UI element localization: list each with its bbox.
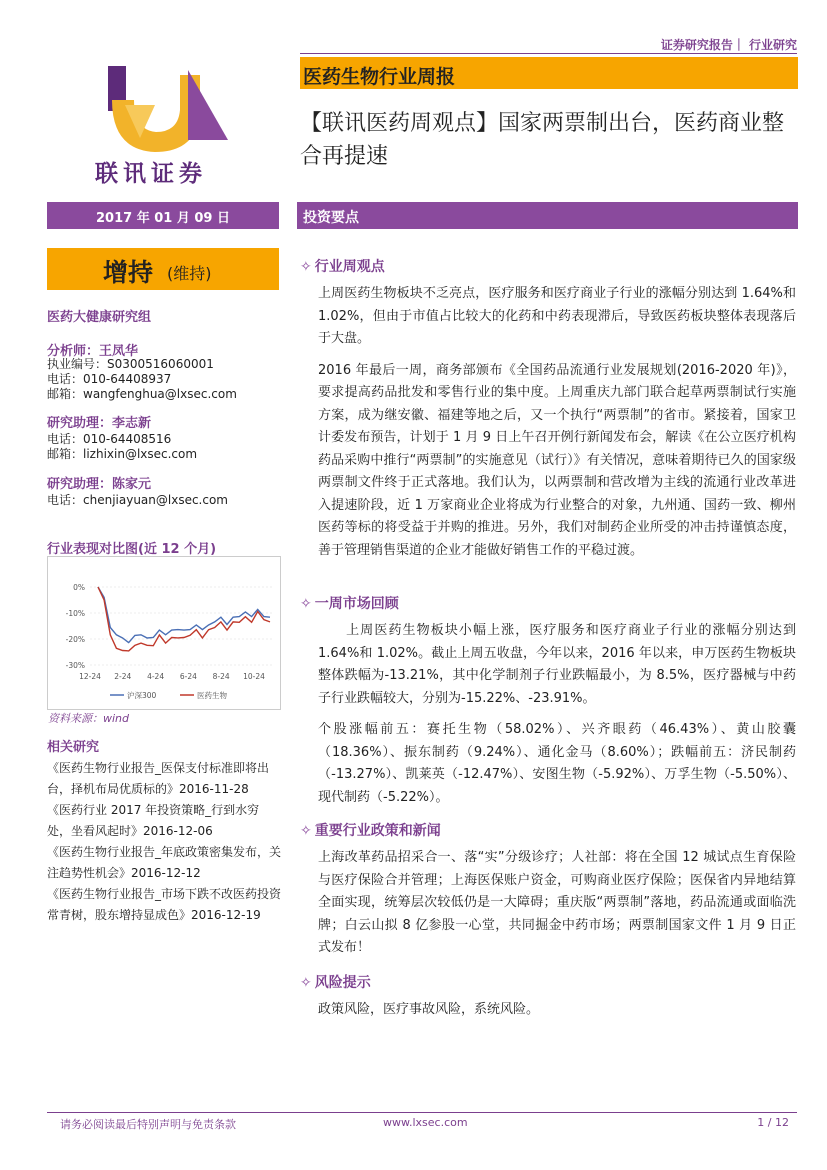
invest-header: 投资要点 (303, 210, 359, 226)
rating-main: 增持 (103, 258, 154, 287)
assistant1-phone: 电话：010-64408516 (47, 432, 172, 446)
diamond-icon: ✧ (300, 975, 312, 991)
section-body-weekly-view (318, 283, 796, 562)
analyst-phone: 电话：010-64408937 (47, 372, 172, 386)
research-group: 医药大健康研究组 (47, 310, 152, 325)
paragraph: 上周医药生物板块小幅上涨，医疗服务和医疗商业子行业的涨幅分别达到 1.64%和 1.02%。截止上周五收盘，今年以来，2016 年以来，申万医药生物板块整体跌幅为-13.21%，其中化学制剂子行业跌幅最小，为 8.5%，医疗器械与中药子行业跌幅较大，分别为-15.22%、-23.91%。 (318, 623, 796, 706)
legend-label: 医药生物 (197, 691, 227, 700)
logo-text: 联讯证券 (95, 160, 207, 187)
assistant1-email[interactable]: 邮箱：lizhixin@lxsec.com (47, 447, 198, 461)
x-tick-label: 8-24 (212, 672, 230, 681)
series-line (98, 587, 270, 651)
chart-source: 资料来源：wind (48, 712, 130, 725)
assistant2-title: 研究助理：陈家元 (47, 477, 152, 492)
related-item[interactable]: 《医药生物行业报告_医保支付标准即将出台，择机布局优质标的》2016-11-28 (47, 761, 270, 796)
analyst-email[interactable]: 邮箱：wangfenghua@lxsec.com (47, 387, 237, 401)
footer-divider (47, 1112, 797, 1113)
related-item[interactable]: 《医药生物行业报告_市场下跌不改医药投资常青树，股东增持显成色》2016-12-19 (47, 887, 282, 922)
related-item[interactable]: 《医药行业 2017 年投资策略_行到水穷处，坐看风起时》2016-12-06 (47, 803, 260, 838)
section-body-risk (318, 999, 796, 1022)
paragraph: 2016 年最后一周，商务部颁布《全国药品流通行业发展规划(2016-2020 年)》，要求提高药品批发和零售行业的集中度。上周重庆九部门联合起草两票制试行实施方案，成为继安徽、福建等地之后，又一个执行“两票制”的省市。紧接着，国家卫计委发布预告，计划于 1 月 9 日上午召开例行新闻发布会，解读《在公立医疗机构药品采购中推行“两票制”的实施意见（试行）》有关情况，意味着期待已久的国家级两票制文件终于正式落地。我们认为，以两票制和营改增为主线的流通行业改革进入提速阶段，近 1 万家商业企业将成为行业整合的对象，九州通、国药一致、柳州医药等标的将受益于并购的推进。另外，我们对制药企业所受的冲击持谨慎态度，善于管理销售渠道的企业才能做好销售工作的平稳过渡。 (318, 362, 796, 558)
diamond-icon: ✧ (300, 259, 312, 275)
x-tick-label: 6-24 (179, 672, 197, 681)
date-bar (47, 202, 279, 229)
header-divider (300, 53, 797, 54)
y-tick-label: 0% (73, 583, 85, 592)
section-title-policy-news: ✧ 重要行业政策和新闻 (300, 823, 441, 839)
chart-frame (47, 556, 281, 710)
chart-title: 行业表现对比图(近 12 个月) (47, 542, 217, 557)
x-tick-label: 12-24 (79, 672, 101, 681)
footer-disclaimer[interactable]: 请务必阅读最后特别声明与免责条款 (60, 1118, 236, 1131)
assistant1-title: 研究助理：李志新 (47, 416, 152, 431)
section-body-market-review (318, 620, 796, 809)
section-title-market-review: ✧ 一周市场回顾 (300, 596, 399, 612)
report-category: 医药生物行业周报 (303, 66, 456, 88)
analyst-title: 分析师：王凤华 (47, 344, 139, 359)
diamond-icon: ✧ (300, 823, 312, 839)
report-title: 【联讯医药周观点】国家两票制出台，医药商业整合再提速 (300, 111, 785, 169)
legend-label: 沪深300 (127, 691, 157, 700)
analyst-id: 执业编号：S0300516060001 (47, 357, 214, 371)
related-research-list (47, 758, 283, 926)
paragraph: 政策风险，医疗事故风险，系统风险。 (318, 1002, 540, 1017)
section-title-weekly-view: ✧ 行业周观点 (300, 259, 385, 275)
series-line (98, 587, 270, 643)
rating-sub: (维持) (167, 264, 212, 283)
x-tick-label: 4-24 (147, 672, 165, 681)
section-title-risk: ✧ 风险提示 (300, 975, 371, 991)
report-date: 2017 年 01 月 09 日 (96, 211, 230, 226)
paragraph: 上海改革药品招采合一、落“实”分级诊疗；人社部：将在全国 12 城试点生育保险与医疗保险合并管理；上海医保账户资金，可购商业医疗保险；医保省内异地结算全面实现，统筹层次较低仍是一大障碍；重庆版“两票制”落地，药品流通或面临洗牌；白云山拟 8 亿参股一心堂，共同掘金中药市场；两票制国家文件 1 月 9 日正式发布！ (318, 850, 796, 955)
related-research-title: 相关研究 (47, 740, 100, 755)
assistant2-email[interactable]: 电话：chenjiayuan@lxsec.com (47, 493, 228, 507)
related-item[interactable]: 《医药生物行业报告_年底政策密集发布，关注趋势性机会》2016-12-12 (47, 845, 282, 880)
rating-box (47, 248, 279, 290)
performance-chart (48, 557, 280, 709)
paragraph: 上周医药生物板块不乏亮点，医疗服务和医疗商业子行业的涨幅分别达到 1.64%和 1.02%，但由于市值占比较大的化药和中药表现滞后，导致医药板块整体表现落后于大盘。 (318, 286, 796, 346)
footer-url[interactable]: www.lxsec.com (383, 1116, 468, 1129)
page-number: 1 / 12 (757, 1116, 789, 1129)
y-tick-label: -10% (65, 609, 85, 618)
x-tick-label: 10-24 (243, 672, 265, 681)
y-tick-label: -20% (65, 635, 85, 644)
section-body-policy-news (318, 847, 796, 960)
category-bar (300, 57, 798, 89)
invest-header-bar (297, 202, 798, 229)
y-tick-label: -30% (65, 661, 85, 670)
paragraph: 个股涨幅前五：赛托生物（58.02%）、兴齐眼药（46.43%）、黄山胶囊（18.36%）、振东制药（9.24%）、通化金马（8.60%）；跌幅前五：济民制药（-13.27%）、凯莱英（-12.47%）、安图生物（-5.92%）、万孚生物（-5.50%）、现代制药（-5.22%）。 (318, 722, 796, 805)
x-tick-label: 2-24 (114, 672, 132, 681)
header-tag: 证券研究报告｜ 行业研究 (660, 38, 797, 52)
diamond-icon: ✧ (300, 596, 312, 612)
